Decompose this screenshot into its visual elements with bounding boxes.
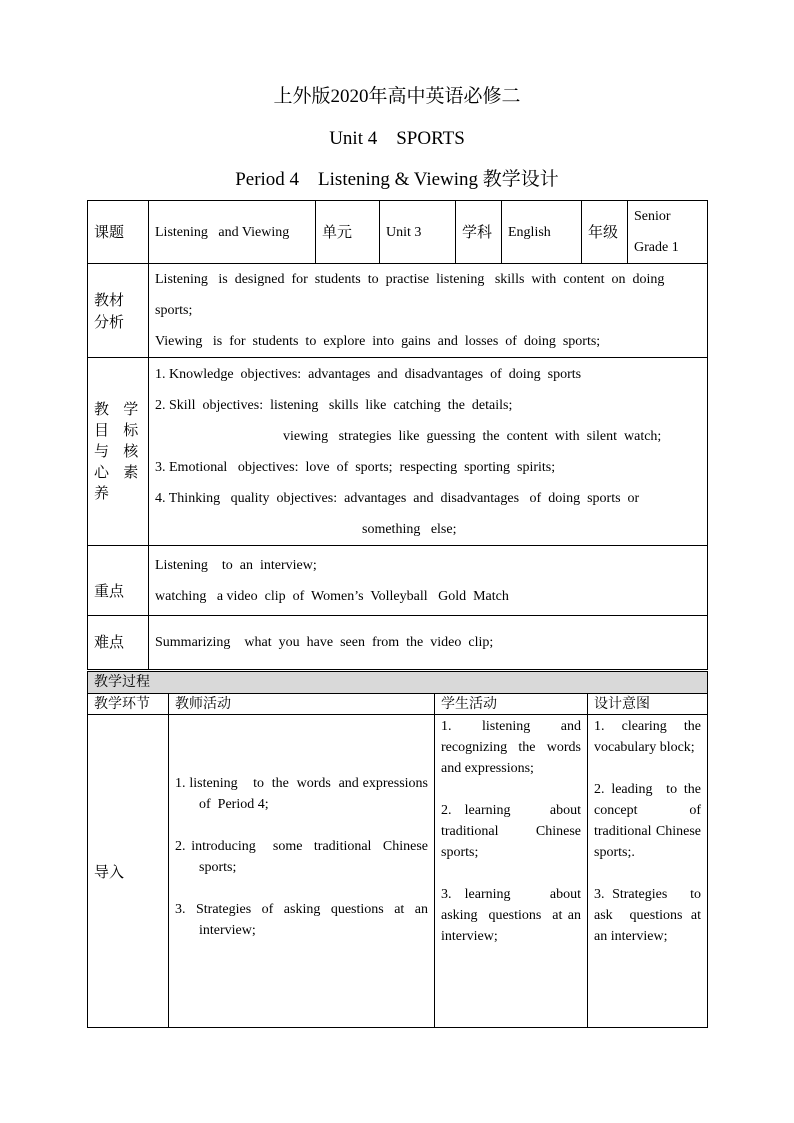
period-title: Period 4 Listening & Viewing 教学设计 <box>235 169 559 190</box>
grade-value <box>628 201 708 264</box>
focus-content <box>149 546 708 616</box>
topic-value: Listening and Viewing <box>149 201 316 264</box>
objectives-label-line: 养 <box>94 484 110 502</box>
objectives-label-line: 心 素 <box>94 463 139 481</box>
objectives-label <box>88 358 149 546</box>
objective-line: something else; <box>362 521 457 537</box>
analysis-line: Viewing is for students to explore into gains and losses of doing sports; <box>155 334 601 349</box>
analysis-label-line: 分析 <box>94 312 125 331</box>
teacher-activity-item: 3. Strategies of asking questions at an interview; <box>175 902 432 938</box>
process-header-row <box>88 694 708 715</box>
objective-line: 1. Knowledge objectives: advantages and disadvantages of doing sports <box>155 366 582 382</box>
subject-value: English <box>502 201 582 264</box>
info-row-difficulty <box>88 616 708 670</box>
teacher-activity-item: 2. introducing some traditional Chinese sports; <box>175 839 432 875</box>
focus-line: watching a video clip of Women’s Volleyball Gold Match <box>155 588 509 604</box>
lesson-info-table <box>87 200 708 670</box>
objective-line: 3. Emotional objectives: love of sports; respecting sporting spirits; <box>155 459 556 475</box>
header-teacher-activity: 教师活动 <box>169 694 435 715</box>
objective-line: viewing strategies like guessing the content with silent watch; <box>283 428 662 444</box>
process-row-intro <box>88 715 708 1028</box>
header-student-activity: 学生活动 <box>435 694 588 715</box>
teacher-activity-cell <box>169 715 435 1028</box>
grade-value-line: Grade 1 <box>634 240 679 255</box>
design-purpose-cell <box>588 715 708 1028</box>
analysis-line: sports; <box>155 303 193 318</box>
objectives-label-line: 目 标 <box>94 421 139 439</box>
analysis-line: Listening is designed for students to practise listening skills with content on doing <box>155 272 665 287</box>
objective-line: 4. Thinking quality objectives: advantages and disadvantages of doing sports or <box>155 490 640 506</box>
analysis-label-line: 教材 <box>94 290 125 309</box>
objectives-content <box>149 358 708 546</box>
student-activity-item: 3. learning about asking questions at an interview; <box>441 887 588 944</box>
info-row-focus <box>88 546 708 616</box>
topic-label: 课题 <box>88 201 149 264</box>
unit-label: 单元 <box>316 201 380 264</box>
unit-title: Unit 4 SPORTS <box>329 128 465 149</box>
grade-label: 年级 <box>582 201 628 264</box>
objectives-label-line: 教 学 <box>94 400 139 418</box>
stage-intro: 导入 <box>88 715 169 1028</box>
student-activity-item: 2. learning about traditional Chinese sports; <box>441 803 585 860</box>
objective-line: 2. Skill objectives: listening skills like catching the details; <box>155 397 513 413</box>
difficulty-content: Summarizing what you have seen from the video clip; <box>149 616 708 670</box>
unit-value: Unit 3 <box>380 201 456 264</box>
analysis-label <box>88 264 149 358</box>
teaching-process-table <box>87 671 708 1028</box>
teacher-activity-item: 1. listening to the words and expressions of Period 4; <box>175 776 435 812</box>
design-purpose-item: 3. Strategies to ask questions at an interview; <box>594 887 708 944</box>
info-row-basic <box>88 201 708 264</box>
student-activity-item: 1. listening and recognizing the words and expressions; <box>441 719 585 776</box>
student-activity-cell <box>435 715 588 1028</box>
design-purpose-item: 1. clearing the vocabulary block; <box>594 719 705 755</box>
focus-line: Listening to an interview; <box>155 557 317 573</box>
difficulty-label: 难点 <box>88 616 149 670</box>
process-section-title: 教学过程 <box>88 672 708 694</box>
process-title-row <box>88 672 708 694</box>
header-stage: 教学环节 <box>88 694 169 715</box>
design-purpose-item: 2. leading to the concept of traditional Chinese sports;. <box>594 782 708 860</box>
subject-label: 学科 <box>456 201 502 264</box>
info-row-objectives <box>88 358 708 546</box>
focus-label: 重点 <box>88 546 149 616</box>
header-design-purpose: 设计意图 <box>588 694 708 715</box>
document-title: 上外版2020年高中英语必修二 <box>273 86 521 107</box>
objectives-label-line: 与 核 <box>94 442 139 460</box>
grade-value-line: Senior <box>634 209 671 224</box>
analysis-content <box>149 264 708 358</box>
info-row-analysis <box>88 264 708 358</box>
